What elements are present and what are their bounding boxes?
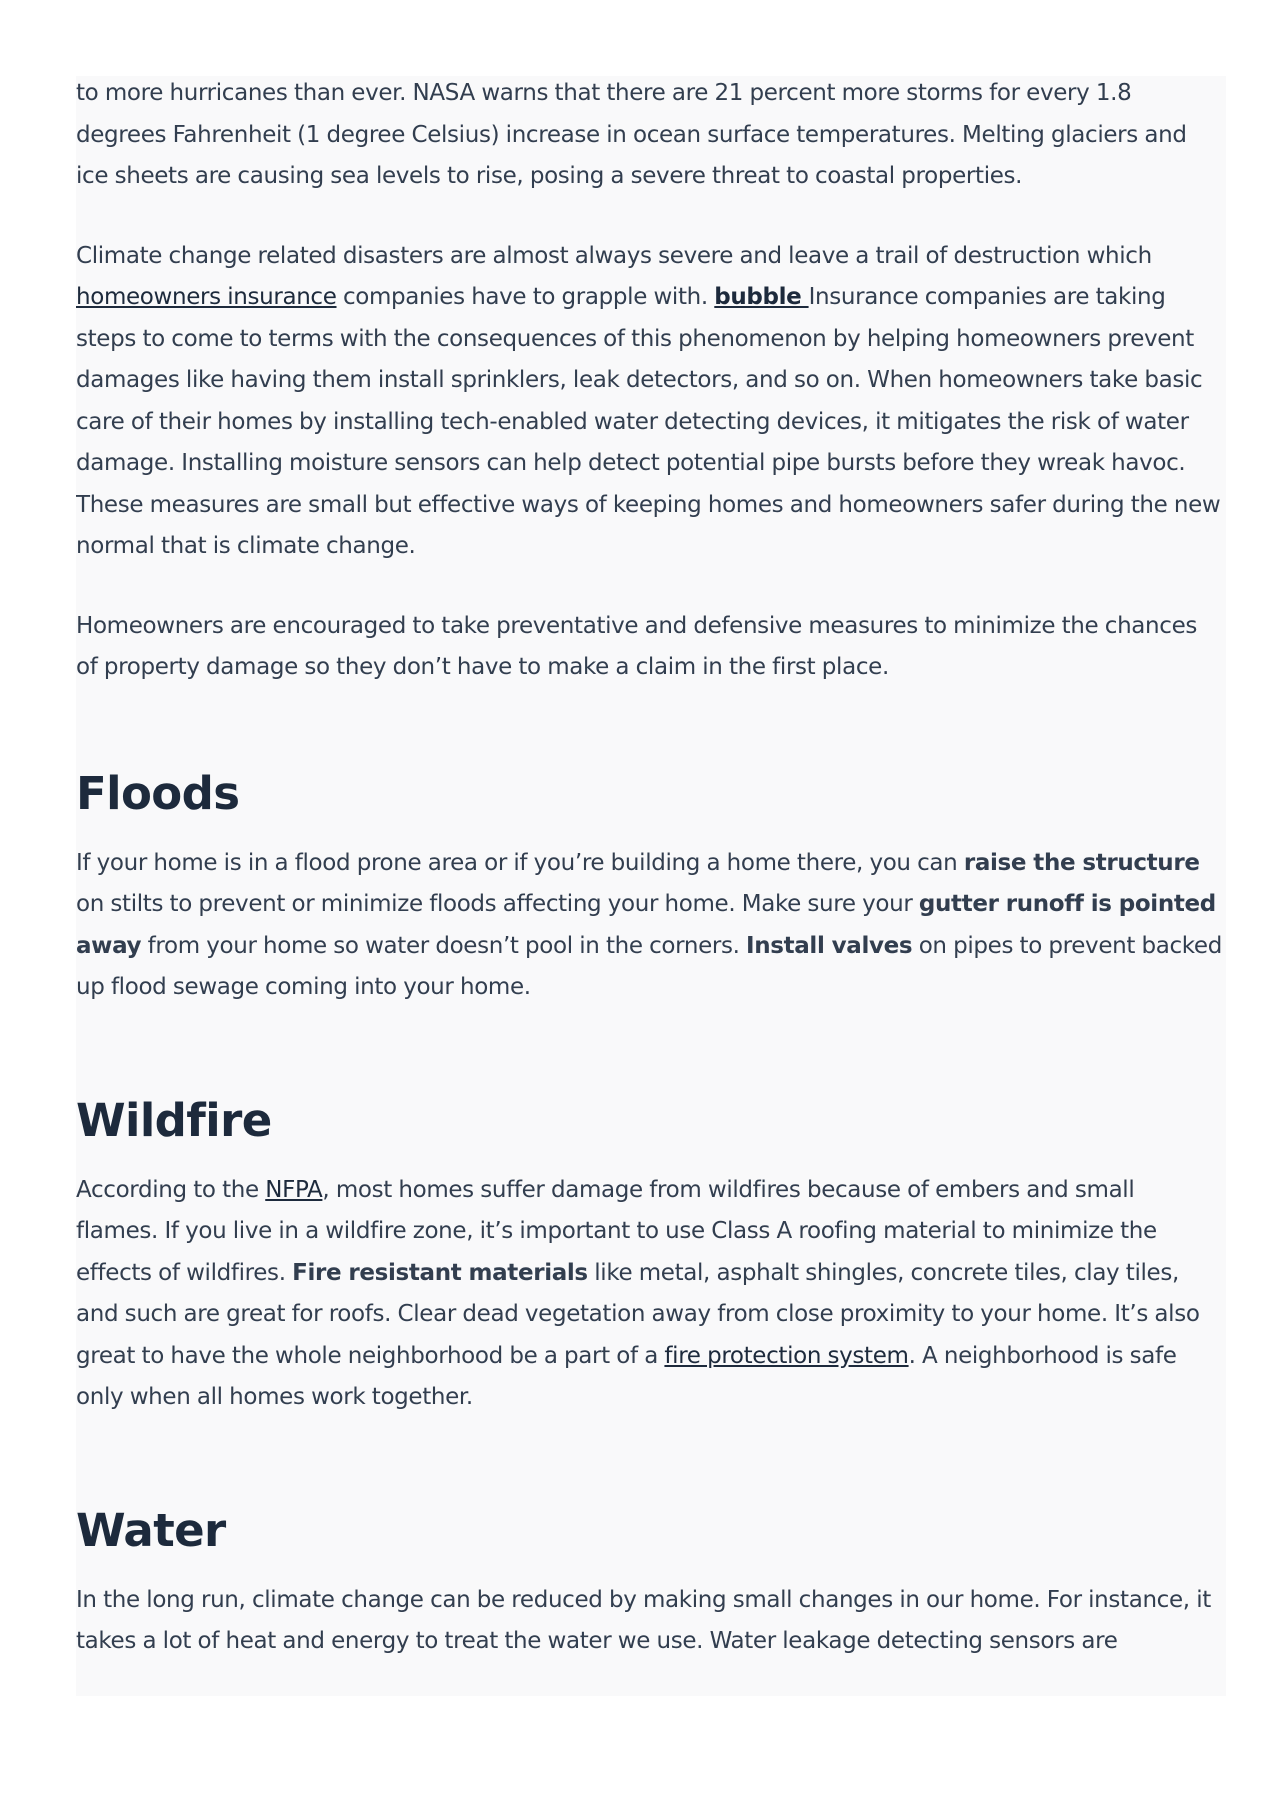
water-paragraph: In the long run, climate change can be reduced by making small changes in our home. For instance, it takes a lot of heat and energy to treat the water we use. Water leakage detecting sensors are: [76, 1586, 1211, 1654]
nfpa-link[interactable]: NFPA: [265, 1176, 323, 1203]
fire-resistant-emphasis: Fire resistant materials: [292, 1259, 588, 1286]
raise-structure-emphasis: raise the structure: [963, 849, 1200, 876]
intro-paragraph-2: Climate change related disasters are almost always severe and leave a trail of destruction which homeowners insurance companies have to grapple with. bubble Insurance companies are taking steps to come to terms with the consequences of this phenomenon by helping homeowners prevent damages like having them install sprinklers, leak detectors, and so on. When homeowners take basic care of their homes by installing tech-enabled water detecting devices, it mitigates the risk of water damage. Installing moisture sensors can help detect potential pipe bursts before they wreak havoc. These measures are small but effective ways of keeping homes and homeowners safer during the new normal that is climate change.: [76, 242, 1221, 559]
gutter-runoff-emphasis: gutter runoff is pointed away: [76, 891, 1216, 959]
bubble-link-label: bubble: [714, 284, 809, 310]
install-valves-emphasis: Install valves: [746, 932, 913, 959]
floods-paragraph: If your home is in a flood prone area or if you’re building a home there, you can raise the structure on stilts to prevent or minimize floods affecting your home. Make sure your gutter runoff is pointed away from your home so water doesn’t pool in the corners. Install valves on pipes to prevent backed up flood sewage coming into your home.: [76, 849, 1222, 1000]
article-body: [76, 76, 1226, 1696]
water-heading: Water: [76, 1503, 226, 1557]
wildfire-paragraph: According to the NFPA, most homes suffer damage from wildfires because of embers and small flames. If you live in a wildfire zone, it’s important to use Class A roofing material to minimize the effects of wildfires. Fire resistant materials like metal, asphalt shingles, concrete tiles, clay tiles, and such are great for roofs. Clear dead vegetation away from close proximity to your home. It’s also great to have the whole neighborhood be a part of a fire protection system. A neighborhood is safe only when all homes work together.: [76, 1176, 1200, 1410]
intro-paragraph-1: to more hurricanes than ever. NASA warns that there are 21 percent more storms for every 1.8 degrees Fahrenheit (1 degree Celsius) increase in ocean surface temperatures. Melting glaciers and ice sheets are causing sea levels to rise, posing a severe threat to coastal properties.: [76, 80, 1187, 189]
intro-paragraph-3: Homeowners are encouraged to take preventative and defensive measures to minimize the chances of property damage so they don’t have to make a claim in the first place.: [76, 612, 1198, 680]
wildfire-heading: Wildfire: [76, 1093, 272, 1147]
homeowners-insurance-link[interactable]: homeowners insurance: [76, 284, 337, 310]
floods-heading: Floods: [76, 766, 240, 820]
fire-protection-system-link[interactable]: fire protection system: [664, 1342, 909, 1369]
bubble-link[interactable]: [714, 284, 808, 310]
